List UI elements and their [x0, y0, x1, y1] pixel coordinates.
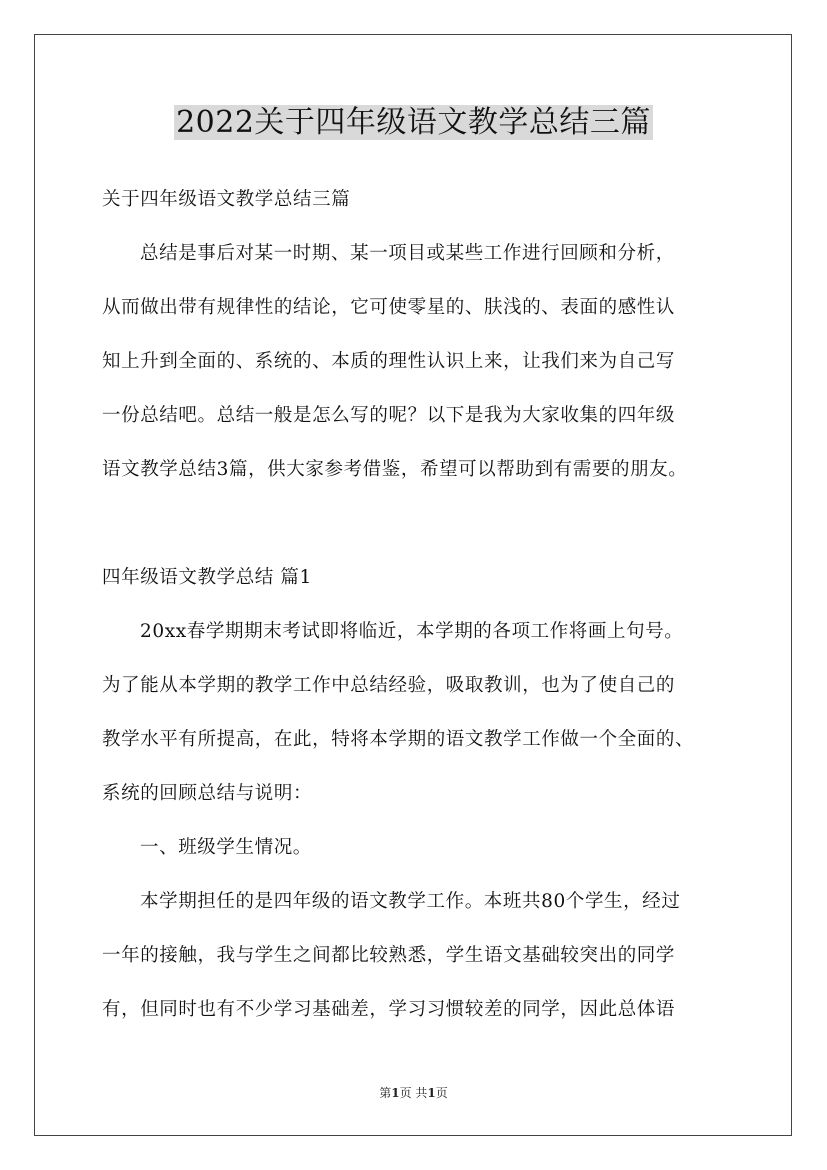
- document-title-text: 2022关于四年级语文教学总结三篇: [176, 105, 651, 140]
- paragraph-line: 系统的回顾总结与说明：: [102, 783, 313, 804]
- paragraph-line: 有，但同时也有不少学习基础差，学习习惯较差的同学，因此总体语: [102, 999, 676, 1020]
- intro-line: 语文教学总结3篇，供大家参考借鉴，希望可以帮助到有需要的朋友。: [102, 459, 688, 480]
- document-title: [0, 100, 827, 146]
- intro-line: 一份总结吧。总结一般是怎么写的呢？以下是我为大家收集的四年级: [102, 405, 676, 426]
- paragraph-line: 为了能从本学期的教学工作中总结经验，吸取教训，也为了使自己的: [102, 675, 676, 696]
- intro-line: 从而做出带有规律性的结论，它可使零星的、肤浅的、表面的感性认: [102, 297, 676, 318]
- page-current: 1: [391, 1086, 400, 1100]
- section-heading: 四年级语文教学总结 篇1: [102, 567, 312, 588]
- document-body: [102, 173, 742, 1037]
- intro-line: 知上升到全面的、系统的、本质的理性认识上来，让我们来为自己写: [102, 351, 676, 372]
- paragraph-line: 教学水平有所提高，在此，特将本学期的语文教学工作做一个全面的、: [102, 729, 695, 750]
- page-total: 1: [427, 1086, 436, 1100]
- page-prefix: 第: [379, 1086, 392, 1100]
- paragraph-line: 本学期担任的是四年级的语文教学工作。本班共80个学生，经过: [140, 891, 681, 912]
- paragraph-line: 20xx春学期期末考试即将临近，本学期的各项工作将画上句号。: [140, 621, 684, 642]
- paragraph-line: 一年的接触，我与学生之间都比较熟悉，学生语文基础较突出的同学: [102, 945, 676, 966]
- page-mid: 页 共: [399, 1086, 428, 1100]
- subheading: 一、班级学生情况。: [140, 837, 312, 858]
- document-subtitle: 关于四年级语文教学总结三篇: [102, 189, 351, 210]
- page-suffix: 页: [435, 1086, 448, 1100]
- page-footer: [0, 1083, 827, 1103]
- paragraph-gap: [102, 497, 742, 551]
- intro-line: 总结是事后对某一时期、某一项目或某些工作进行回顾和分析，: [140, 243, 675, 264]
